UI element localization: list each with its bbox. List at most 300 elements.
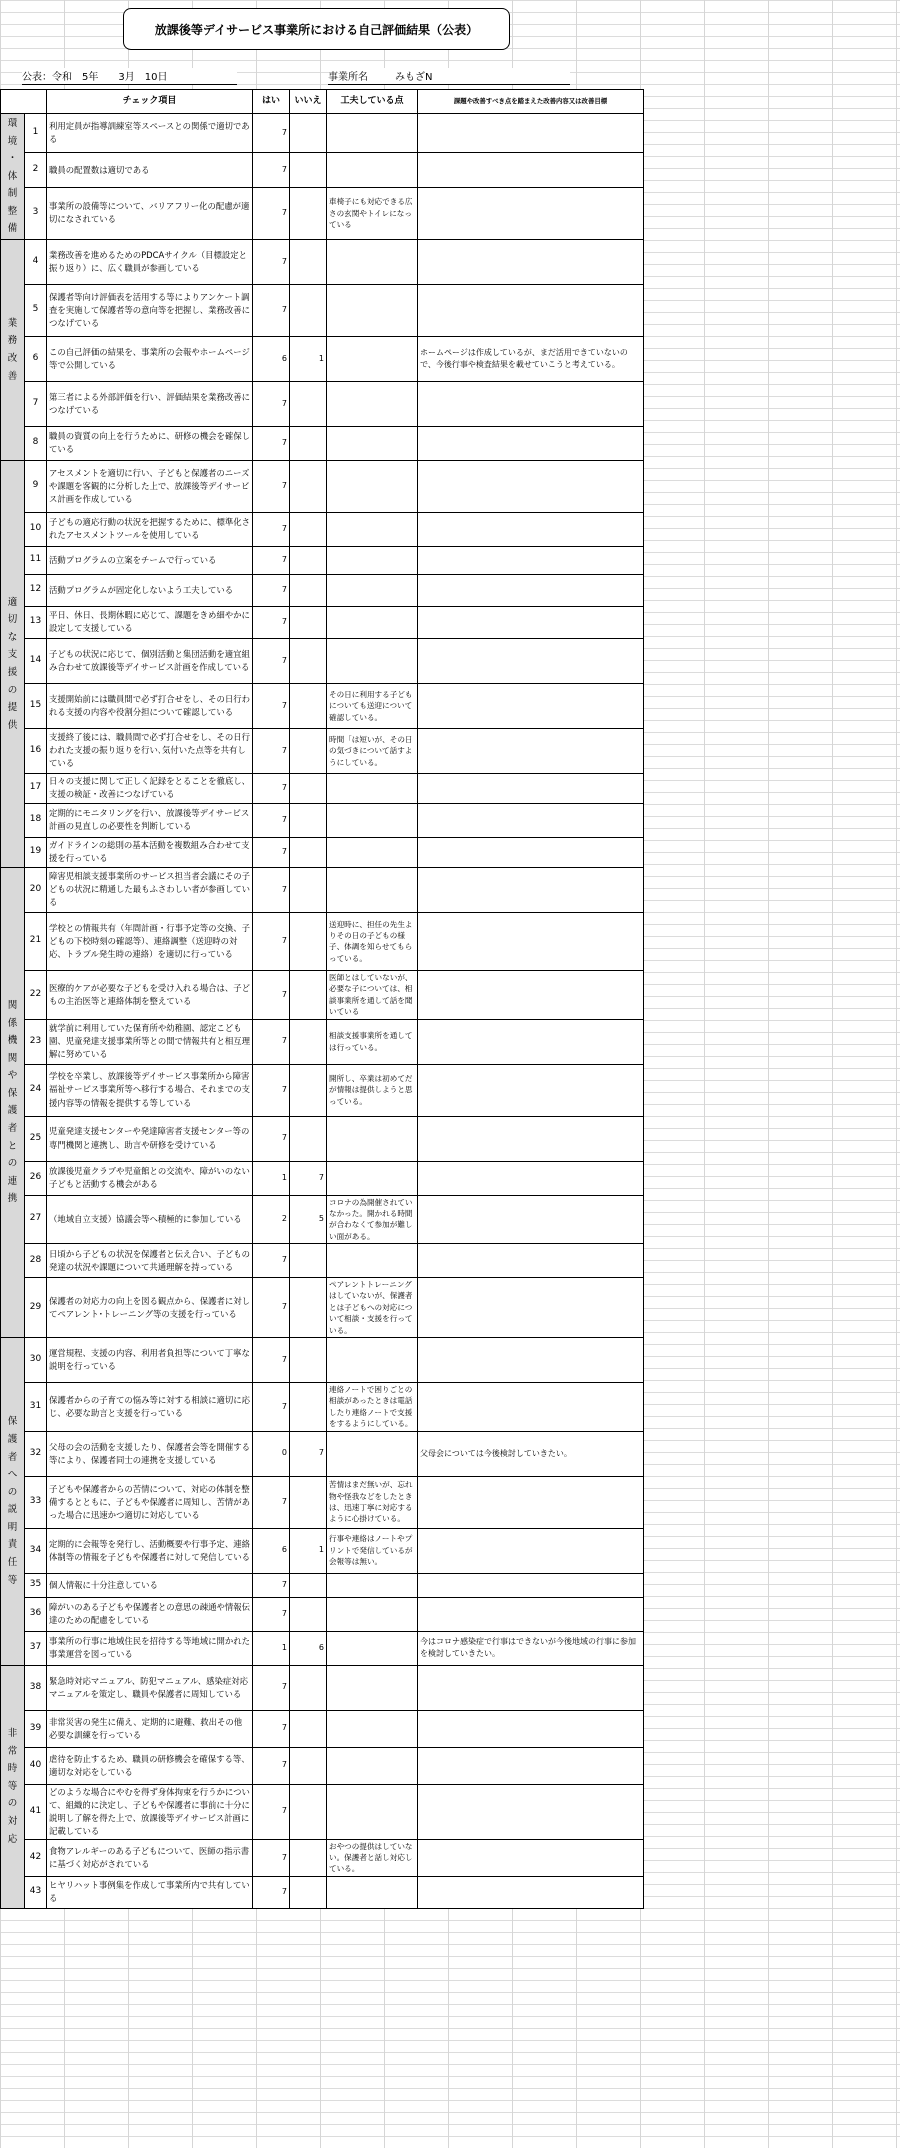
yes-count: 7 [253, 912, 290, 970]
table-row [1, 1665, 644, 1710]
yes-count: 7 [253, 1383, 290, 1432]
item-number: 20 [25, 867, 47, 912]
yes-count: 7 [253, 803, 290, 837]
check-item: 事業所の行事に地域住民を招待する等地域に開かれた事業運営を図っている [47, 1631, 253, 1665]
header-blank [1, 90, 47, 114]
check-item: 第三者による外部評価を行い、評価結果を業務改善につなげている [47, 381, 253, 426]
improvement-note [418, 1665, 644, 1710]
table-row [1, 1019, 644, 1064]
header-check-item: チェック項目 [47, 90, 253, 114]
check-item: 個人情報に十分注意している [47, 1573, 253, 1597]
no-count [290, 912, 327, 970]
yes-count: 7 [253, 1597, 290, 1631]
table-row [1, 336, 644, 381]
improvement-note [418, 239, 644, 284]
yes-count: 7 [253, 460, 290, 512]
no-count [290, 239, 327, 284]
innovation-note [327, 1597, 418, 1631]
no-count [290, 381, 327, 426]
yes-count: 7 [253, 1876, 290, 1908]
yes-count: 7 [253, 1839, 290, 1876]
yes-count: 7 [253, 970, 290, 1019]
innovation-note: 行事や連絡はノートやプリントで発信しているが会報等は無い。 [327, 1528, 418, 1573]
innovation-note [327, 1876, 418, 1908]
check-item: 活動プログラムが固定化しないよう工夫している [47, 574, 253, 606]
improvement-note [418, 912, 644, 970]
no-count [290, 1665, 327, 1710]
improvement-note [418, 867, 644, 912]
improvement-note [418, 460, 644, 512]
innovation-note: その日に利用する子どもについても送迎について確認している。 [327, 683, 418, 728]
no-count [290, 638, 327, 683]
no-count [290, 1784, 327, 1839]
yes-count: 2 [253, 1195, 290, 1244]
check-item: アセスメントを適切に行い、子どもと保護者のニーズや課題を客観的に分析した上で、放課後等デイサービス計画を作成している [47, 460, 253, 512]
table-row [1, 1278, 644, 1338]
improvement-note [418, 153, 644, 188]
innovation-note [327, 381, 418, 426]
header-no: いいえ [290, 90, 327, 114]
innovation-note [327, 1665, 418, 1710]
yes-count: 7 [253, 1338, 290, 1383]
no-count [290, 773, 327, 803]
yes-count: 7 [253, 1116, 290, 1161]
yes-count: 7 [253, 606, 290, 638]
improvement-note [418, 728, 644, 773]
yes-count: 7 [253, 187, 290, 239]
no-count: 6 [290, 1631, 327, 1665]
yes-count: 7 [253, 1573, 290, 1597]
improvement-note [418, 1528, 644, 1573]
table-row [1, 1431, 644, 1476]
check-item: 利用定員が指導訓練室等スペースとの関係で適切である [47, 114, 253, 153]
item-number: 37 [25, 1631, 47, 1665]
item-number: 33 [25, 1476, 47, 1528]
item-number: 14 [25, 638, 47, 683]
improvement-note [418, 683, 644, 728]
improvement-note [418, 1876, 644, 1908]
item-number: 11 [25, 546, 47, 574]
improvement-note [418, 1573, 644, 1597]
item-number: 41 [25, 1784, 47, 1839]
no-count [290, 970, 327, 1019]
no-count [290, 1573, 327, 1597]
innovation-note: ペアレントトレーニングはしていないが、保護者とは子どもへの対応について相談・支援を行っている。 [327, 1278, 418, 1338]
innovation-note [327, 1116, 418, 1161]
no-count [290, 1876, 327, 1908]
check-item: 職員の配置数は適切である [47, 153, 253, 188]
check-item: 子どもの適応行動の状況を把握するために、標準化されたアセスメントツールを使用している [47, 512, 253, 546]
item-number: 32 [25, 1431, 47, 1476]
no-count [290, 574, 327, 606]
check-item: 父母の会の活動を支援したり、保護者会等を開催する等により、保護者同士の連携を支援している [47, 1431, 253, 1476]
category-label: 業 務 改 善 [1, 239, 25, 460]
innovation-note: 連絡ノートで困りごとの相談があったときは電話したり連絡ノートで支援をするようにしている。 [327, 1383, 418, 1432]
check-item: 保護者からの子育ての悩み等に対する相談に適切に応じ、必要な助言と支援を行っている [47, 1383, 253, 1432]
item-number: 1 [25, 114, 47, 153]
table-row [1, 606, 644, 638]
yes-count: 7 [253, 1784, 290, 1839]
yes-count: 7 [253, 426, 290, 460]
check-item: 子どもや保護者からの苦情について、対応の体制を整備するとともに、子どもや保護者に周知し、苦情があった場合に迅速かつ適切に対応している [47, 1476, 253, 1528]
check-item: ヒヤリハット事例集を作成して事業所内で共有している [47, 1876, 253, 1908]
innovation-note [327, 284, 418, 336]
check-item: （地域自立支援）協議会等へ積極的に参加している [47, 1195, 253, 1244]
improvement-note [418, 773, 644, 803]
check-item: どのような場合にやむを得ず身体拘束を行うかについて、組織的に決定し、子どもや保護者に事前に十分に説明し了解を得た上で、放課後等デイサービス計画に記載している [47, 1784, 253, 1839]
item-number: 30 [25, 1338, 47, 1383]
table-row [1, 460, 644, 512]
no-count [290, 114, 327, 153]
no-count [290, 187, 327, 239]
innovation-note [327, 1338, 418, 1383]
improvement-note [418, 114, 644, 153]
check-item: 食物アレルギーのある子どもについて、医師の指示書に基づく対応がされている [47, 1839, 253, 1876]
improvement-note [418, 1244, 644, 1278]
innovation-note: 医師とはしていないが、必要な子については、相談事業所を通して話を聞いている [327, 970, 418, 1019]
innovation-note [327, 114, 418, 153]
item-number: 29 [25, 1278, 47, 1338]
no-count [290, 1116, 327, 1161]
table-row [1, 1876, 644, 1908]
category-label: 非 常 時 等 の 対 応 [1, 1665, 25, 1908]
check-item: この自己評価の結果を、事業所の会報やホームページ等で公開している [47, 336, 253, 381]
table-row [1, 683, 644, 728]
table-row [1, 1710, 644, 1747]
check-item: 定期的に会報等を発行し、活動概要や行事予定、連絡体制等の情報を子どもや保護者に対して発信している [47, 1528, 253, 1573]
table-row [1, 1528, 644, 1573]
innovation-note [327, 1747, 418, 1784]
improvement-note [418, 1019, 644, 1064]
innovation-note: 苦情はまだ無いが、忘れ物や怪我などをしたときは、迅速丁寧に対応するように心掛けている。 [327, 1476, 418, 1528]
item-number: 16 [25, 728, 47, 773]
check-item: 虐待を防止するため、職員の研修機会を確保する等、適切な対応をしている [47, 1747, 253, 1784]
no-count [290, 1839, 327, 1876]
check-item: 運営規程、支援の内容、利用者負担等について丁寧な説明を行っている [47, 1338, 253, 1383]
innovation-note [327, 546, 418, 574]
check-item: 保護者等向け評価表を活用する等によりアンケート調査を実施して保護者等の意向等を把握し、業務改善につなげている [47, 284, 253, 336]
no-count [290, 153, 327, 188]
check-item: ガイドラインの総則の基本活動を複数組み合わせて支援を行っている [47, 837, 253, 867]
check-item: 児童発達支援センターや発達障害者支援センター等の専門機関と連携し、助言や研修を受けている [47, 1116, 253, 1161]
table-row [1, 1784, 644, 1839]
item-number: 19 [25, 837, 47, 867]
item-number: 34 [25, 1528, 47, 1573]
yes-count: 7 [253, 153, 290, 188]
no-count [290, 426, 327, 460]
no-count [290, 1476, 327, 1528]
table-row [1, 381, 644, 426]
item-number: 24 [25, 1064, 47, 1116]
innovation-note [327, 606, 418, 638]
no-count [290, 1747, 327, 1784]
innovation-note [327, 1784, 418, 1839]
improvement-note [418, 1383, 644, 1432]
table-row [1, 1244, 644, 1278]
no-count: 1 [290, 336, 327, 381]
improvement-note [418, 1338, 644, 1383]
publish-date: 公表：令和 5年 3月 10日 [22, 68, 237, 85]
evaluation-table [0, 89, 644, 1909]
no-count [290, 1383, 327, 1432]
improvement-note [418, 574, 644, 606]
item-number: 39 [25, 1710, 47, 1747]
improvement-note [418, 1161, 644, 1195]
table-header-row [1, 90, 644, 114]
no-count [290, 683, 327, 728]
table-row [1, 867, 644, 912]
office-name-field [328, 68, 570, 85]
no-count: 7 [290, 1161, 327, 1195]
innovation-note: コロナの為開催されていなかった。開かれる時間が合わなくて参加が難しい面がある。 [327, 1195, 418, 1244]
no-count [290, 1019, 327, 1064]
table-row [1, 773, 644, 803]
improvement-note [418, 803, 644, 837]
item-number: 38 [25, 1665, 47, 1710]
improvement-note [418, 284, 644, 336]
yes-count: 6 [253, 336, 290, 381]
innovation-note [327, 336, 418, 381]
category-label: 関 係 機 関 や 保 護 者 と の 連 携 [1, 867, 25, 1337]
yes-count: 7 [253, 1747, 290, 1784]
yes-count: 7 [253, 239, 290, 284]
table-row [1, 426, 644, 460]
no-count: 5 [290, 1195, 327, 1244]
table-row [1, 638, 644, 683]
innovation-note [327, 1710, 418, 1747]
item-number: 21 [25, 912, 47, 970]
improvement-note [418, 426, 644, 460]
item-number: 23 [25, 1019, 47, 1064]
improvement-note [418, 187, 644, 239]
item-number: 35 [25, 1573, 47, 1597]
improvement-note: 父母会については今後検討していきたい。 [418, 1431, 644, 1476]
item-number: 12 [25, 574, 47, 606]
check-item: 就学前に利用していた保育所や幼稚園、認定こども園、児童発達支援事業所等との間で情報共有と相互理解に努めている [47, 1019, 253, 1064]
table-row [1, 284, 644, 336]
check-item: 職員の資質の向上を行うために、研修の機会を確保している [47, 426, 253, 460]
table-row [1, 803, 644, 837]
improvement-note [418, 1784, 644, 1839]
no-count: 7 [290, 1431, 327, 1476]
item-number: 6 [25, 336, 47, 381]
header-improvement: 課題や改善すべき点を踏まえた改善内容又は改善目標 [418, 90, 644, 114]
yes-count: 7 [253, 638, 290, 683]
table-row [1, 153, 644, 188]
innovation-note: 時間「は短いが、その日の気づきについて話すようにしている。 [327, 728, 418, 773]
table-row [1, 1161, 644, 1195]
item-number: 22 [25, 970, 47, 1019]
item-number: 13 [25, 606, 47, 638]
improvement-note: 今はコロナ感染症で行事はできないが今後地域の行事に参加を検討していきたい。 [418, 1631, 644, 1665]
innovation-note [327, 803, 418, 837]
item-number: 18 [25, 803, 47, 837]
no-count [290, 1338, 327, 1383]
check-item: 子どもの状況に応じて、個別活動と集団活動を適宜組み合わせて放課後等デイサービス計画を作成している [47, 638, 253, 683]
table-row [1, 187, 644, 239]
yes-count: 7 [253, 1665, 290, 1710]
no-count [290, 460, 327, 512]
yes-count: 7 [253, 1476, 290, 1528]
innovation-note: おやつの提供はしていない。保護者と話し対応している。 [327, 1839, 418, 1876]
yes-count: 1 [253, 1631, 290, 1665]
improvement-note: ホームページは作成しているが、まだ活用できていないので、今後行事や検査結果を載せていこうと考えている。 [418, 336, 644, 381]
check-item: 学校との情報共有（年間計画・行事予定等の交換、子どもの下校時刻の確認等）、連絡調整（送迎時の対応、トラブル発生時の連絡）を適切に行っている [47, 912, 253, 970]
innovation-note [327, 837, 418, 867]
yes-count: 7 [253, 1244, 290, 1278]
yes-count: 7 [253, 837, 290, 867]
no-count [290, 728, 327, 773]
check-item: 医療的ケアが必要な子どもを受け入れる場合は、子どもの主治医等と連絡体制を整えている [47, 970, 253, 1019]
table-row [1, 1747, 644, 1784]
item-number: 7 [25, 381, 47, 426]
page-title: 放課後等デイサービス事業所における自己評価結果（公表） [123, 8, 510, 50]
item-number: 26 [25, 1161, 47, 1195]
improvement-note [418, 606, 644, 638]
item-number: 40 [25, 1747, 47, 1784]
table-row [1, 1064, 644, 1116]
no-count [290, 284, 327, 336]
item-number: 28 [25, 1244, 47, 1278]
no-count [290, 837, 327, 867]
office-label: 事業所名 [328, 72, 368, 83]
yes-count: 7 [253, 114, 290, 153]
no-count [290, 1244, 327, 1278]
check-item: 活動プログラムの立案をチームで行っている [47, 546, 253, 574]
check-item: 事業所の設備等について、バリアフリー化の配慮が適切になされている [47, 187, 253, 239]
table-row [1, 1631, 644, 1665]
innovation-note [327, 1431, 418, 1476]
header-yes: はい [253, 90, 290, 114]
yes-count: 7 [253, 381, 290, 426]
item-number: 8 [25, 426, 47, 460]
table-row [1, 1338, 644, 1383]
check-item: 障害児相談支援事業所のサービス担当者会議にその子どもの状況に精通した最もふさわしい者が参画している [47, 867, 253, 912]
check-item: 日頃から子どもの状況を保護者と伝え合い、子どもの発達の状況や課題について共通理解を持っている [47, 1244, 253, 1278]
no-count [290, 1710, 327, 1747]
item-number: 36 [25, 1597, 47, 1631]
yes-count: 7 [253, 1019, 290, 1064]
office-name: みもざN [395, 72, 433, 83]
table-row [1, 970, 644, 1019]
yes-count: 7 [253, 773, 290, 803]
table-row [1, 1476, 644, 1528]
innovation-note [327, 153, 418, 188]
innovation-note: 相談支援事業所を通しては行っている。 [327, 1019, 418, 1064]
table-row [1, 728, 644, 773]
no-count [290, 1064, 327, 1116]
improvement-note [418, 381, 644, 426]
check-item: 業務改善を進めるためのPDCAサイクル（目標設定と振り返り）に、広く職員が参画している [47, 239, 253, 284]
check-item: 学校を卒業し、放課後等デイサービス事業所から障害福祉サービス事業所等へ移行する場合、それまでの支援内容等の情報を提供する等している [47, 1064, 253, 1116]
no-count [290, 1278, 327, 1338]
no-count: 1 [290, 1528, 327, 1573]
table-row [1, 1597, 644, 1631]
item-number: 2 [25, 153, 47, 188]
yes-count: 7 [253, 574, 290, 606]
innovation-note [327, 460, 418, 512]
improvement-note [418, 1278, 644, 1338]
innovation-note [327, 1631, 418, 1665]
item-number: 9 [25, 460, 47, 512]
improvement-note [418, 546, 644, 574]
table-row [1, 1195, 644, 1244]
yes-count: 7 [253, 683, 290, 728]
table-row [1, 546, 644, 574]
check-item: 緊急時対応マニュアル、防犯マニュアル、感染症対応マニュアルを策定し、職員や保護者に周知している [47, 1665, 253, 1710]
item-number: 31 [25, 1383, 47, 1432]
table-row [1, 1839, 644, 1876]
item-number: 4 [25, 239, 47, 284]
item-number: 25 [25, 1116, 47, 1161]
yes-count: 1 [253, 1161, 290, 1195]
no-count [290, 1597, 327, 1631]
check-item: 放課後児童クラブや児童館との交流や、障がいのない子どもと活動する機会がある [47, 1161, 253, 1195]
yes-count: 7 [253, 1278, 290, 1338]
improvement-note [418, 512, 644, 546]
improvement-note [418, 970, 644, 1019]
yes-count: 7 [253, 1710, 290, 1747]
item-number: 5 [25, 284, 47, 336]
table-row [1, 837, 644, 867]
check-item: 平日、休日、長期休暇に応じて、課題をきめ細やかに設定して支援している [47, 606, 253, 638]
table-row [1, 1116, 644, 1161]
table-row [1, 114, 644, 153]
item-number: 43 [25, 1876, 47, 1908]
improvement-note [418, 1839, 644, 1876]
innovation-note [327, 574, 418, 606]
item-number: 15 [25, 683, 47, 728]
check-item: 支援終了後には、職員間で必ず打合せをし、その日行われた支援の振り返りを行い､気付いた点等を共有している [47, 728, 253, 773]
innovation-note [327, 638, 418, 683]
check-item: 非常災害の発生に備え、定期的に避難、救出その他必要な訓練を行っている [47, 1710, 253, 1747]
yes-count: 7 [253, 546, 290, 574]
item-number: 42 [25, 1839, 47, 1876]
no-count [290, 606, 327, 638]
yes-count: 7 [253, 728, 290, 773]
check-item: 保護者の対応力の向上を図る観点から、保護者に対してペアレント･トレーニング等の支援を行っている [47, 1278, 253, 1338]
improvement-note [418, 1747, 644, 1784]
yes-count: 7 [253, 512, 290, 546]
innovation-note [327, 426, 418, 460]
yes-count: 0 [253, 1431, 290, 1476]
no-count [290, 546, 327, 574]
innovation-note [327, 239, 418, 284]
category-label: 適 切 な 支 援 の 提 供 [1, 460, 25, 867]
innovation-note [327, 512, 418, 546]
table-row [1, 1383, 644, 1432]
check-item: 日々の支援に関して正しく記録をとることを徹底し、支援の検証・改善につなげている [47, 773, 253, 803]
table-row [1, 912, 644, 970]
innovation-note [327, 867, 418, 912]
category-label: 保 護 者 へ の 説 明 責 任 等 [1, 1338, 25, 1666]
check-item: 定期的にモニタリングを行い、放課後等デイサービス計画の見直しの必要性を判断している [47, 803, 253, 837]
yes-count: 7 [253, 867, 290, 912]
no-count [290, 803, 327, 837]
improvement-note [418, 1064, 644, 1116]
no-count [290, 867, 327, 912]
improvement-note [418, 1710, 644, 1747]
yes-count: 7 [253, 284, 290, 336]
innovation-note: 開所し、卒業は初めてだが情報は提供しようと思っている。 [327, 1064, 418, 1116]
improvement-note [418, 1195, 644, 1244]
improvement-note [418, 837, 644, 867]
item-number: 10 [25, 512, 47, 546]
innovation-note [327, 1573, 418, 1597]
header-innovation: 工夫している点 [327, 90, 418, 114]
table-row [1, 1573, 644, 1597]
category-label: 環 境 ・ 体 制 整 備 [1, 114, 25, 240]
